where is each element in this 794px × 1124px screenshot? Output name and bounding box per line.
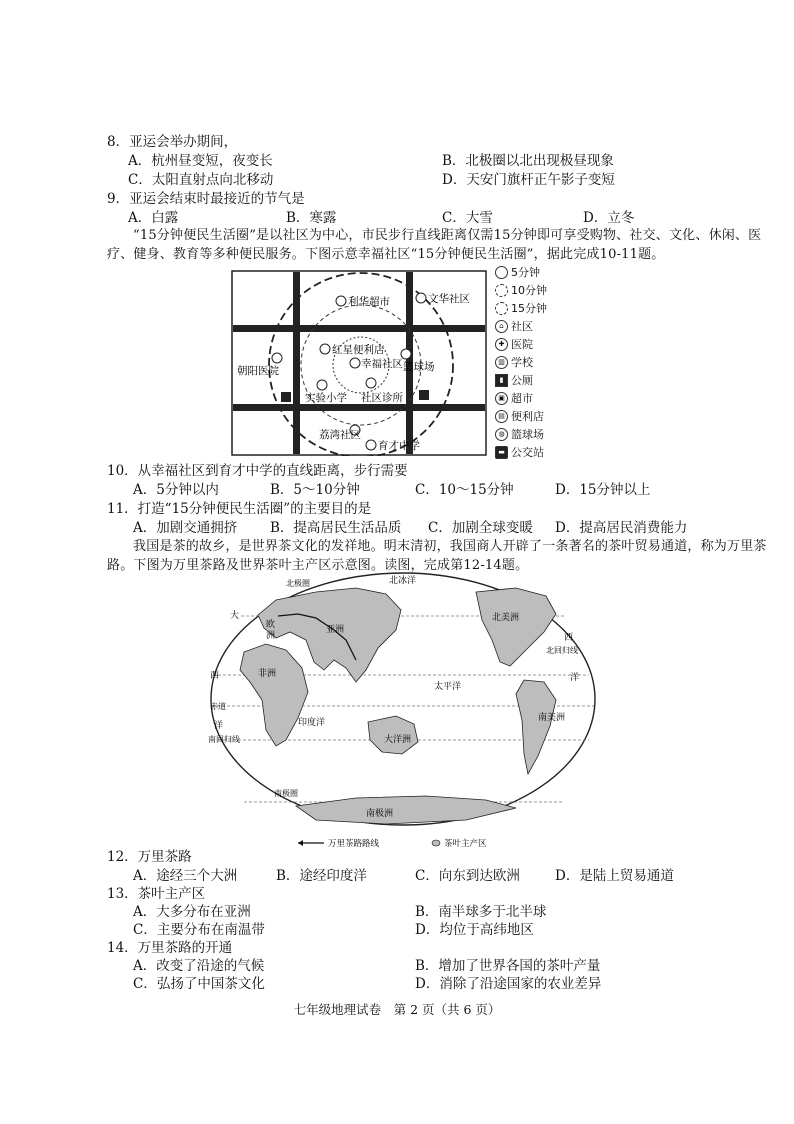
q10-option-a[interactable]: A．5分钟以内 bbox=[133, 482, 219, 498]
label-clinic: 社区诊所 bbox=[361, 392, 403, 404]
label-antarctic-circle: 南极圈 bbox=[274, 789, 298, 798]
q12-stem: 12．万里茶路 bbox=[107, 849, 192, 865]
q9-stem: 9．亚运会结束时最接近的节气是 bbox=[107, 191, 305, 207]
store-icon: ▤ bbox=[495, 410, 508, 423]
legend-supermarket: ▣ 超市 bbox=[495, 390, 533, 406]
school-icon: ▥ bbox=[495, 356, 508, 369]
community-map bbox=[231, 270, 487, 456]
legend-bus-stop: ▬ 公交站 bbox=[495, 444, 544, 460]
label-ou: 欧 bbox=[266, 620, 276, 630]
label-xi-1: 西 bbox=[564, 633, 574, 643]
label-oceania: 大洋洲 bbox=[384, 735, 412, 745]
q11-option-a[interactable]: A．加剧交通拥挤 bbox=[133, 520, 238, 536]
label-tropic-cancer: 北回归线 bbox=[546, 646, 578, 655]
legend-15min: 15分钟 bbox=[495, 300, 547, 316]
q12-option-b[interactable]: B．途经印度洋 bbox=[276, 868, 367, 884]
q9-option-a[interactable]: A．白露 bbox=[128, 210, 179, 226]
cross-icon: ✚ bbox=[495, 338, 508, 351]
q10-option-c[interactable]: C．10～15分钟 bbox=[415, 482, 514, 498]
q13-stem: 13．茶叶主产区 bbox=[107, 886, 206, 902]
q11-stem: 11．打造“15分钟便民生活圈”的主要目的是 bbox=[107, 501, 372, 517]
q8-option-b[interactable]: B．北极圈以北出现极昼现象 bbox=[442, 153, 614, 169]
legend-store: ▤ 便利店 bbox=[495, 408, 544, 424]
label-xi-2: 西 bbox=[210, 671, 220, 681]
label-yang-1: 洋 bbox=[570, 673, 580, 683]
label-lihua-supermarket: 利华超市 bbox=[348, 296, 390, 308]
label-wenhua-community: 文华社区 bbox=[428, 293, 470, 305]
label-indian-ocean: 印度洋 bbox=[298, 718, 326, 728]
house-icon: ⌂ bbox=[495, 320, 508, 333]
label-xingfu-community: 幸福社区 bbox=[361, 358, 403, 370]
q13-option-b[interactable]: B．南半球多于北半球 bbox=[415, 904, 547, 920]
page-footer: 七年级地理试卷 第 2 页（共 6 页） bbox=[293, 1002, 501, 1017]
legend-community: ⌂ 社区 bbox=[495, 318, 533, 334]
q11-option-c[interactable]: C．加剧全球变暖 bbox=[428, 520, 533, 536]
q11-option-b[interactable]: B．提高居民生活品质 bbox=[270, 520, 402, 536]
q13-option-a[interactable]: A．大多分布在亚洲 bbox=[133, 904, 251, 920]
legend-basketball: ◍ 篮球场 bbox=[495, 426, 544, 442]
basketball-icon: ◍ bbox=[495, 428, 508, 441]
label-chaoyang-hospital: 朝阳医院 bbox=[237, 365, 279, 377]
label-yucai-school: 育才中学 bbox=[378, 440, 420, 452]
q14-option-b[interactable]: B．增加了世界各国的茶叶产量 bbox=[415, 958, 601, 974]
label-yang-2: 洋 bbox=[214, 721, 224, 731]
label-equator: 赤道 bbox=[210, 702, 226, 711]
dashed-circle-icon bbox=[495, 284, 508, 297]
world-tea-map bbox=[206, 570, 600, 836]
q8-option-a[interactable]: A．杭州昼变短，夜变长 bbox=[128, 153, 273, 169]
label-north-america: 北美洲 bbox=[492, 613, 520, 623]
q10-option-b[interactable]: B．5～10分钟 bbox=[270, 482, 360, 498]
q13-option-d[interactable]: D．均位于高纬地区 bbox=[415, 922, 534, 938]
label-basketball-court: 篮球场 bbox=[403, 361, 435, 373]
q10-option-d[interactable]: D．15分钟以上 bbox=[555, 482, 651, 498]
label-arctic-circle: 北极圈 bbox=[286, 579, 310, 588]
q12-option-d[interactable]: D．是陆上贸易通道 bbox=[555, 868, 674, 884]
label-shiyan-school: 实验小学 bbox=[305, 392, 347, 404]
q11-option-d[interactable]: D．提高居民消费能力 bbox=[555, 520, 688, 536]
label-tropic-capricorn: 南回归线 bbox=[208, 735, 240, 744]
q14-option-c[interactable]: C．弘扬了中国茶文化 bbox=[133, 976, 265, 992]
cart-icon: ▣ bbox=[495, 392, 508, 405]
q13-option-c[interactable]: C．主要分布在南温带 bbox=[133, 922, 265, 938]
q14-option-d[interactable]: D．消除了沿途国家的农业差异 bbox=[415, 976, 602, 992]
q14-stem: 14．万里茶路的开通 bbox=[107, 940, 233, 956]
q14-option-a[interactable]: A．改变了沿途的气候 bbox=[133, 958, 265, 974]
label-liwan-community: 荔湾社区 bbox=[319, 429, 361, 441]
legend-hospital: ✚ 医院 bbox=[495, 336, 533, 352]
legend-10min: 10分钟 bbox=[495, 282, 547, 298]
label-antarctica: 南极洲 bbox=[366, 809, 394, 819]
legend-tea-area: 茶叶主产区 bbox=[444, 839, 487, 849]
legend-5min: 5分钟 bbox=[495, 264, 540, 280]
intro-tea-road-paragraph: 我国是茶的故乡，是世界茶文化的发祥地。明末清初，我国商人开辟了一条著名的茶叶贸易通道，称为万里茶路。下图为万里茶路及世界茶叶主产区示意图。读图，完成第12-14题。 bbox=[107, 539, 767, 573]
q9-option-d[interactable]: D．立冬 bbox=[583, 210, 635, 226]
toilet-icon: ▮ bbox=[495, 374, 508, 387]
q8-stem: 8．亚运会举办期间， bbox=[107, 134, 238, 150]
q10-stem: 10．从幸福社区到育才中学的直线距离，步行需要 bbox=[107, 463, 408, 479]
bus-icon: ▬ bbox=[495, 446, 508, 459]
legend-toilet: ▮ 公厕 bbox=[495, 372, 533, 388]
q9-option-c[interactable]: C．大雪 bbox=[442, 210, 493, 226]
legend-tea-route: 万里茶路路线 bbox=[328, 839, 380, 849]
q8-option-c[interactable]: C．太阳直射点向北移动 bbox=[128, 172, 274, 188]
q12-option-a[interactable]: A．途经三个大洲 bbox=[133, 868, 238, 884]
label-south-america: 南美洲 bbox=[538, 713, 566, 723]
label-arctic-ocean: 北冰洋 bbox=[389, 576, 417, 586]
world-map-legend bbox=[290, 836, 510, 850]
q9-option-b[interactable]: B．寒露 bbox=[286, 210, 337, 226]
label-da: 大 bbox=[230, 611, 240, 621]
intro-15min-paragraph: “15分钟便民生活圈”是以社区为中心，市民步行直线距离仅需15分钟即可享受购物、社交、文化、休闲、医疗、健身、教育等多种便民服务。下图示意幸福社区“15分钟便民生活圈”，据此完成10-11题。 bbox=[107, 228, 762, 262]
legend-school: ▥ 学校 bbox=[495, 354, 533, 370]
bold-dashed-circle-icon bbox=[495, 302, 508, 315]
label-hongxing-store: 红星便利店 bbox=[332, 344, 385, 356]
label-asia: 亚洲 bbox=[326, 625, 345, 635]
label-africa: 非洲 bbox=[258, 669, 277, 679]
label-zhou: 洲 bbox=[266, 631, 276, 641]
q12-option-c[interactable]: C．向东到达欧洲 bbox=[415, 868, 520, 884]
q8-option-d[interactable]: D．天安门旗杆正午影子变短 bbox=[442, 172, 615, 188]
label-pacific-ocean: 太平洋 bbox=[434, 682, 462, 692]
circle-icon bbox=[495, 266, 508, 279]
